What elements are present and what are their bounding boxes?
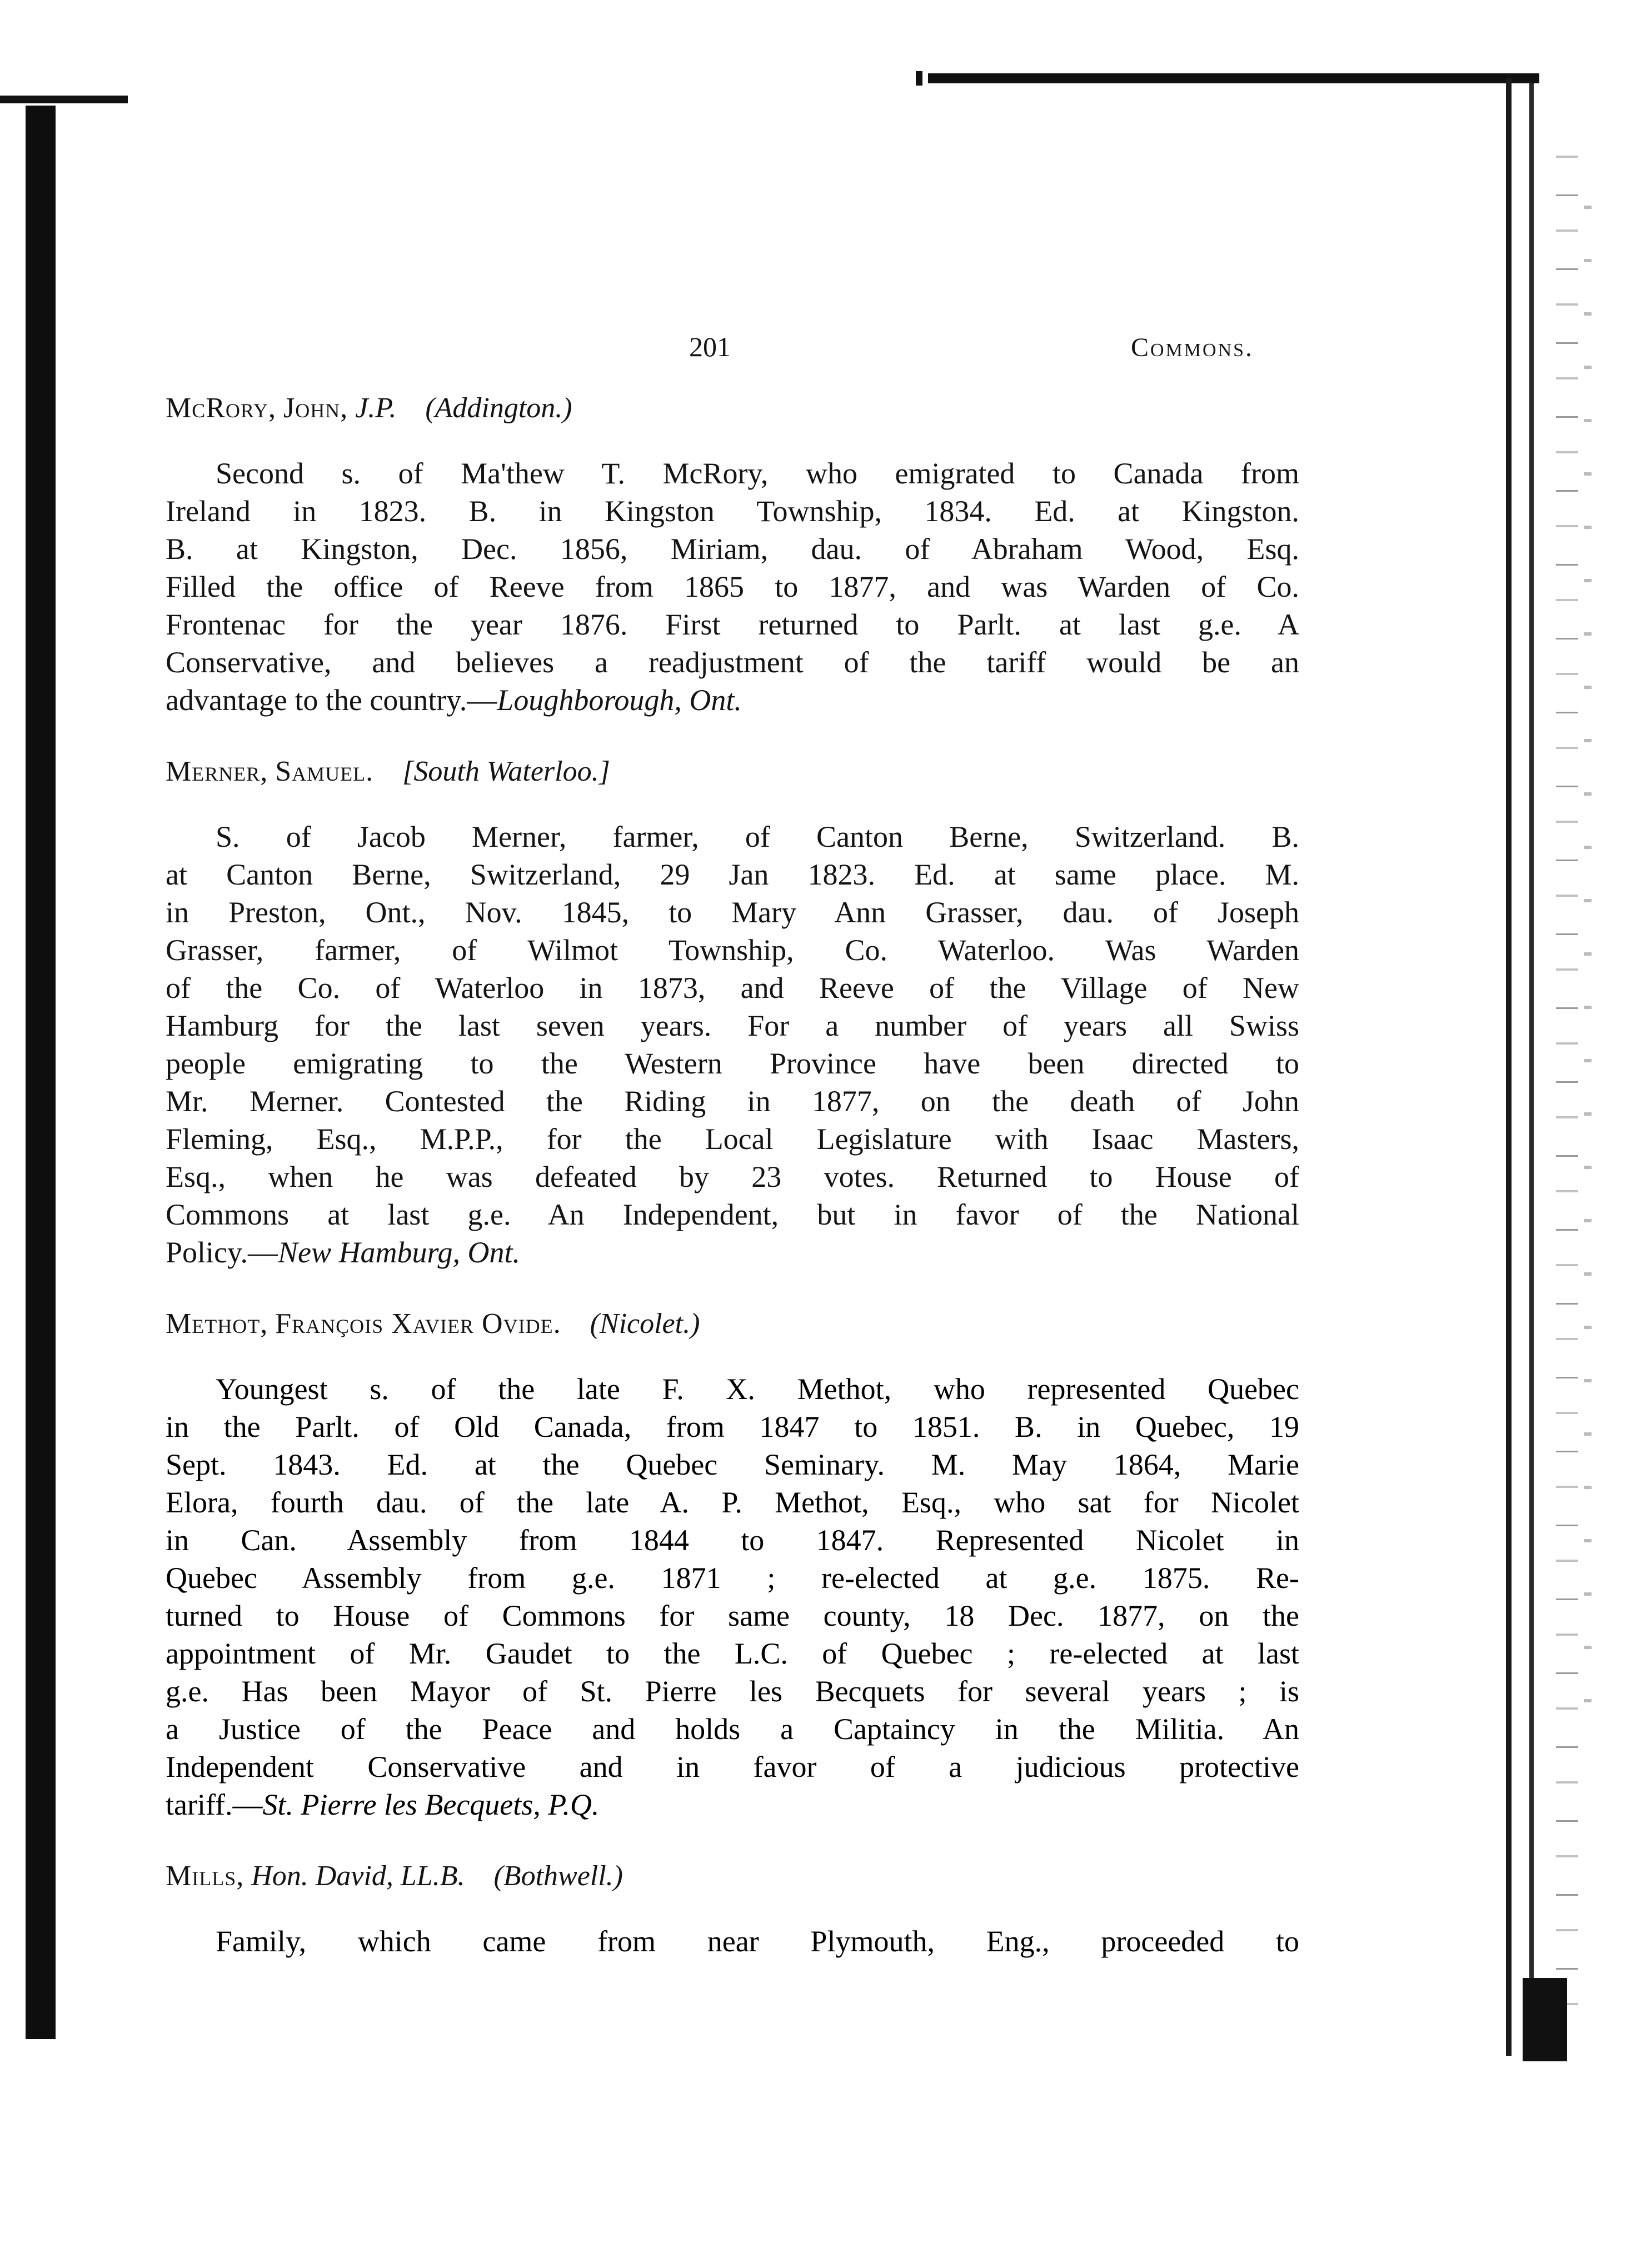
entry-body xyxy=(166,454,1299,719)
text-line: appointment of Mr. Gaudet to the L.C. of Quebec ; re-elected at last xyxy=(166,1637,1299,1670)
entry-residence: St. Pierre les Becquets, P.Q. xyxy=(262,1788,600,1821)
closing-text: tariff.— xyxy=(166,1788,263,1821)
text-line: at Canton Berne, Switzerland, 29 Jan 1823. Ed. at same place. M. xyxy=(166,858,1299,891)
entry-surname: Merner, xyxy=(166,756,268,787)
page-number: 201 xyxy=(689,331,731,362)
entry-body xyxy=(166,1370,1299,1824)
text-line xyxy=(166,1233,1299,1271)
scan-binding-shadow xyxy=(26,106,56,2039)
scan-edge-noise-fine xyxy=(1584,156,1592,1711)
text-line: S. of Jacob Merner, farmer, of Canton Berne, Switzerland. B. xyxy=(216,820,1299,853)
entry-residence: New Hamburg, Ont. xyxy=(278,1236,521,1269)
scan-page-edge xyxy=(1506,78,1512,2056)
text-line: turned to House of Commons for same county, 18 Dec. 1877, on the xyxy=(166,1599,1299,1632)
scan-edge-mark xyxy=(0,96,128,103)
entry-constituency: (Addington.) xyxy=(425,392,572,424)
entry-honorific: J.P. xyxy=(355,392,397,424)
closing-text: Policy.— xyxy=(166,1236,278,1269)
entry-honorific: LL.B. xyxy=(400,1860,465,1892)
biography-entry xyxy=(166,1305,1299,1824)
text-line: in the Parlt. of Old Canada, from 1847 to 1851. B. in Quebec, 19 xyxy=(166,1410,1299,1443)
text-line xyxy=(166,681,1299,719)
running-head: Commons. xyxy=(1131,333,1254,362)
text-line: Commons at last g.e. An Independent, but in favor of the National xyxy=(166,1198,1299,1231)
text-line xyxy=(166,1786,1299,1824)
closing-text: advantage to the country.— xyxy=(166,683,497,717)
text-line: Family, which came from near Plymouth, Eng., proceeded to xyxy=(216,1925,1299,1958)
text-line: in Preston, Ont., Nov. 1845, to Mary Ann Grasser, dau. of Joseph xyxy=(166,896,1299,929)
entry-residence: Loughborough, Ont. xyxy=(497,683,742,717)
text-line: people emigrating to the Western Province have been directed to xyxy=(166,1047,1299,1080)
text-line: Elora, fourth dau. of the late A. P. Methot, Esq., who sat for Nicolet xyxy=(166,1486,1299,1519)
text-line: Second s. of Ma'thew T. McRory, who emigrated to Canada from xyxy=(216,457,1299,490)
entry-constituency: [South Waterloo.] xyxy=(402,756,610,787)
entry-given-name: Samuel. xyxy=(275,756,374,787)
text-line: Hamburg for the last seven years. For a number of years all Swiss xyxy=(166,1009,1299,1042)
biography-entry xyxy=(166,389,1299,719)
scan-corner-block xyxy=(1523,1978,1567,2061)
text-line: a Justice of the Peace and holds a Captaincy in the Militia. An xyxy=(166,1712,1299,1746)
entry-constituency: (Nicolet.) xyxy=(590,1308,700,1340)
entry-heading xyxy=(166,1857,1299,1896)
entry-given-name: François Xavier Ovide. xyxy=(275,1308,561,1340)
text-line: Esq., when he was defeated by 23 votes. Returned to House of xyxy=(166,1160,1299,1193)
text-line: Youngest s. of the late F. X. Methot, who represented Quebec xyxy=(216,1372,1299,1406)
entry-given-name: John, xyxy=(283,392,348,424)
text-line: Conservative, and believes a readjustment of the tariff would be an xyxy=(166,646,1299,679)
entry-body xyxy=(166,1922,1299,1960)
text-line: Independent Conservative and in favor of a judicious protective xyxy=(166,1750,1299,1784)
text-line: of the Co. of Waterloo in 1873, and Reeve of the Village of New xyxy=(166,971,1299,1005)
text-line: Grasser, farmer, of Wilmot Township, Co. Waterloo. Was Warden xyxy=(166,933,1299,967)
entry-constituency: (Bothwell.) xyxy=(493,1860,623,1892)
biography-entry xyxy=(166,752,1299,1271)
biography-entry xyxy=(166,1857,1299,1960)
text-line: Quebec Assembly from g.e. 1871 ; re-elected at g.e. 1875. Re- xyxy=(166,1561,1299,1595)
entry-body xyxy=(166,818,1299,1271)
entry-given-name: Hon. David, xyxy=(251,1860,393,1892)
text-line: Sept. 1843. Ed. at the Quebec Seminary. M. May 1864, Marie xyxy=(166,1448,1299,1481)
text-line: Ireland in 1823. B. in Kingston Township, 1834. Ed. at Kingston. xyxy=(166,494,1299,528)
entry-heading xyxy=(166,1305,1299,1343)
scan-edge-noise xyxy=(1556,122,1578,2011)
entry-surname: Mills, xyxy=(166,1860,245,1892)
scan-page-edge-outer xyxy=(1529,83,1534,2056)
scan-top-mark xyxy=(916,71,922,86)
page-body xyxy=(166,389,1299,1994)
text-line: Filled the office of Reeve from 1865 to 1877, and was Warden of Co. xyxy=(166,570,1299,603)
text-line: Mr. Merner. Contested the Riding in 1877, on the death of John xyxy=(166,1085,1299,1118)
entry-surname: McRory, xyxy=(166,392,276,424)
scan-top-rule xyxy=(928,73,1539,83)
entry-surname: Methot, xyxy=(166,1308,268,1340)
entry-heading xyxy=(166,389,1299,428)
text-line: B. at Kingston, Dec. 1856, Miriam, dau. of Abraham Wood, Esq. xyxy=(166,532,1299,566)
entry-heading xyxy=(166,752,1299,791)
text-line: Frontenac for the year 1876. First returned to Parlt. at last g.e. A xyxy=(166,608,1299,641)
text-line: in Can. Assembly from 1844 to 1847. Represented Nicolet in xyxy=(166,1523,1299,1557)
text-line: Fleming, Esq., M.P.P., for the Local Legislature with Isaac Masters, xyxy=(166,1122,1299,1156)
text-line: g.e. Has been Mayor of St. Pierre les Becquets for several years ; is xyxy=(166,1675,1299,1708)
